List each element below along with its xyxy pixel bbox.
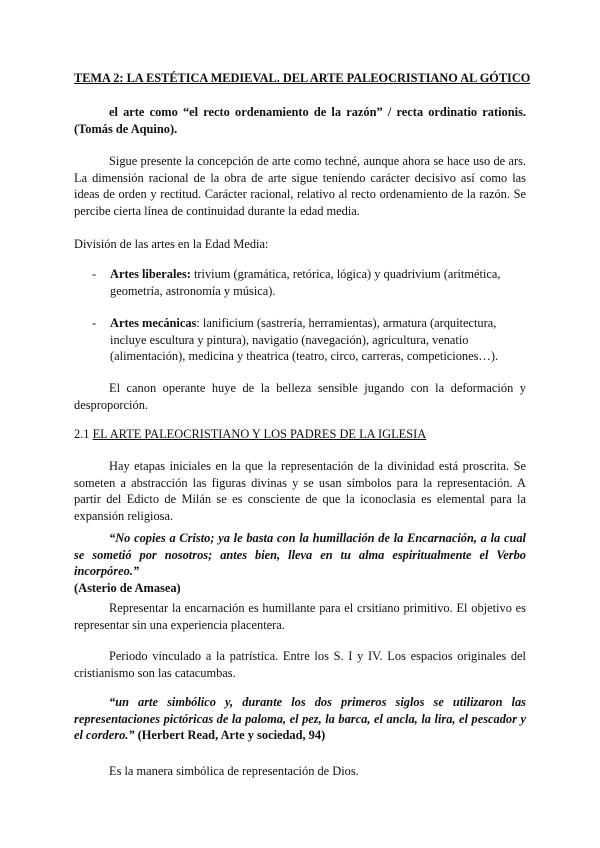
quote-read-text: “un arte simbólico y, durante los dos primeros siglos se utilizaron las representaciones pictóricas de la paloma, el pez, la barca, el ancla, la lira, el pescador y el cordero.” [74,695,526,742]
list-text [110,266,526,299]
paragraph-etapas: Hay etapas iniciales en la que la representación de la divinidad está proscrita. Se someten a abstracción las figuras divinas y se usan símbolos para la representación. A partir del Edicto de Milán se es consciente de que la iconoclasia es elemental para la expansión religiosa. [74,459,526,523]
intro-quote: el arte como “el recto ordenamiento de la razón” / recta ordinatio rationis. (Tomás de Aquino). [74,105,526,136]
paragraph-simbolica: Es la manera simbólica de representación de Dios. [109,764,359,778]
section-title: EL ARTE PALEOCRISTIANO Y LOS PADRES DE LA IGLESIA [92,427,427,441]
quote-asterio [74,530,526,596]
document-title: TEMA 2: LA ESTÉTICA MEDIEVAL. DEL ARTE PALEOCRISTIANO AL GÓTICO [74,71,531,85]
quote-asterio-author: (Asterio de Amasea) [74,580,181,595]
quote-read [74,694,526,744]
list-dash: - [92,267,97,281]
list-desc: : lanificium (sastrería, herramientas), armatura (arquitectura, incluye escultura y pintura), navigatio (navegación), agricultura, venatio (alimentación), medicina y theatrica (teatro, circo, carreras, competiciones…). [110,316,499,363]
section-heading [74,427,426,442]
list-term: Artes mecánicas [110,316,197,330]
quote-read-author: (Herbert Read, Arte y sociedad, 94) [134,728,326,742]
list-text [110,315,526,365]
list-term: Artes liberales: [110,267,191,281]
section-number: 2.1 [74,427,90,441]
paragraph-patristica: Periodo vinculado a la patrística. Entre los S. I y IV. Los espacios originales del cristianismo son las catacumbas. [74,649,526,680]
paragraph-encarnacion: Representar la encarnación es humillante para el crsitiano primitivo. El objetivo es representar sin una experiencia placentera. [74,601,526,632]
list-dash: - [92,316,97,330]
paragraph-canon: El canon operante huye de la belleza sensible jugando con la deformación y desproporción. [74,381,526,412]
division-label: División de las artes en la Edad Media: [74,237,269,251]
list-desc: trivium (gramática, retórica, lógica) y quadrivium (aritmética, geometría, astronomía y música). [110,267,501,298]
paragraph-techne: Sigue presente la concepción de arte como techné, aunque ahora se hace uso de ars. La dimensión racional de la obra de arte sigue teniendo carácter decisivo así como las ideas de orden y rectitud. Carácter racional, relativo al recto ordenamiento de la razón. Se percibe cierta línea de continuidad durante la edad media. [74,154,526,218]
quote-asterio-text: “No copies a Cristo; ya le basta con la humillación de la Encarnación, a la cual se sometió por nosotros; antes bien, lleva en tu alma espiritualmente el Verbo incorpóreo.” [74,531,526,578]
